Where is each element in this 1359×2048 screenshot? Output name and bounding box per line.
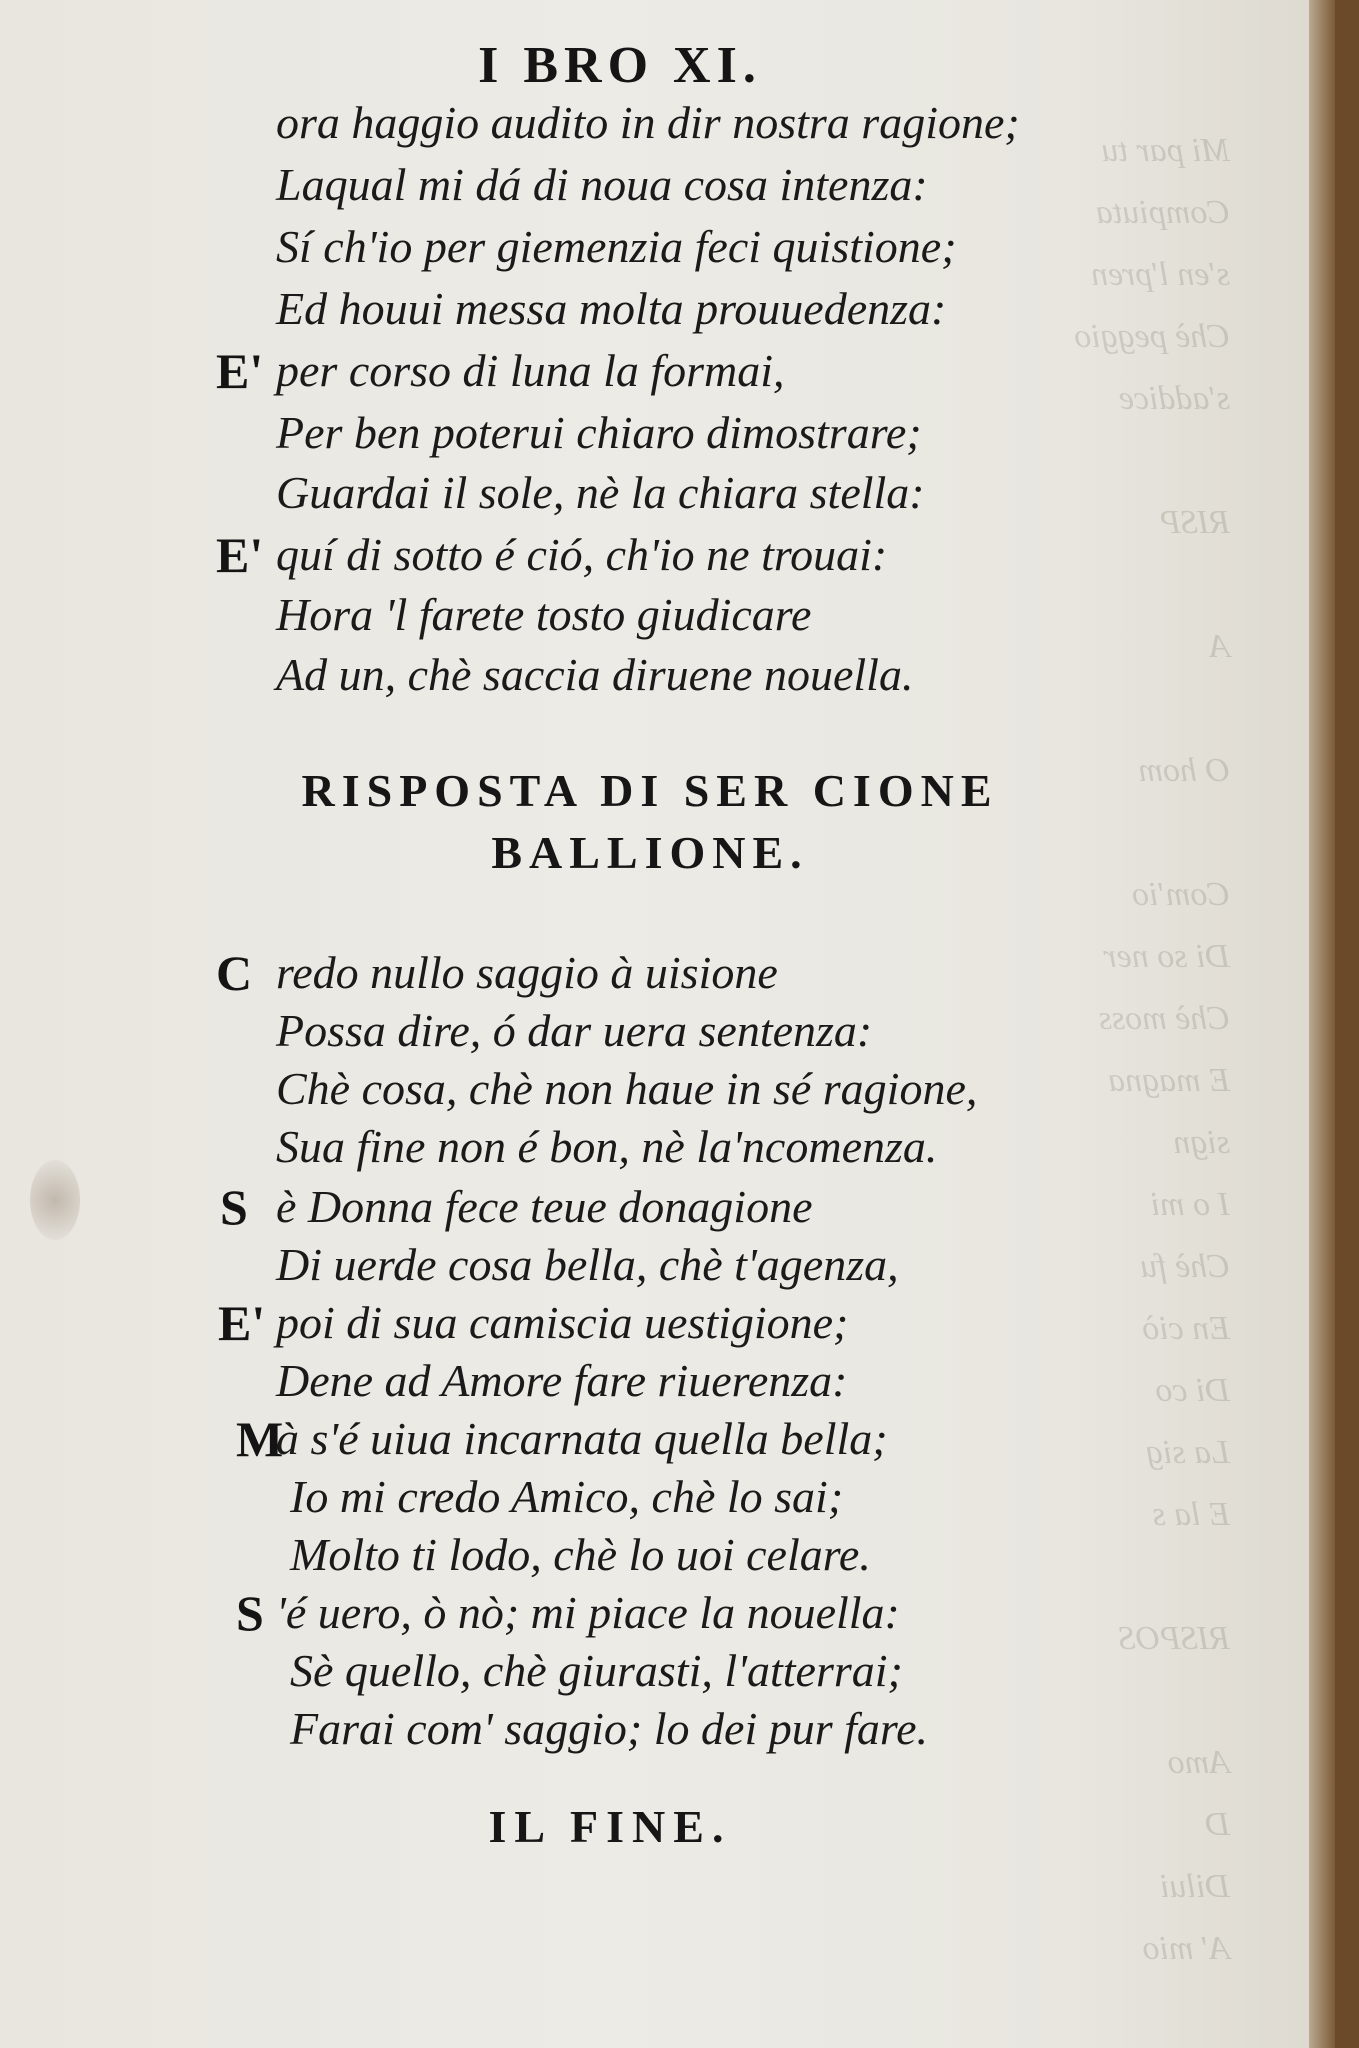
stanza-initial: E' — [216, 527, 264, 583]
poem-line: Hora 'l farete tosto giudicare — [276, 589, 812, 640]
paper-stain — [30, 1160, 80, 1240]
poem-line: Sí ch'io per giemenzia feci quistione; — [276, 221, 957, 272]
reply-line: Molto ti lodo, chè lo uoi celare. — [290, 1529, 871, 1580]
reply-line: Farai com' saggio; lo dei pur fare. — [290, 1703, 929, 1754]
show-through-text: Mi par tu Compiuta s'en l'pren Chè peggio s'addice RISP A O hom Com'io Di so ner Chè moss E magna sign I o mi Chè fu En ciò Di co La sig E la s RISPOS Amo D Dilui A' mio — [1074, 132, 1230, 1967]
stanza-initial: E' — [216, 343, 264, 399]
reply-line: Di uerde cosa bella, chè t'agenza, — [276, 1239, 899, 1290]
reply-line: S è Donna fece teue donagione — [220, 1179, 813, 1235]
reply-line: Io mi credo Amico, chè lo sai; — [290, 1471, 844, 1522]
reply-title-continued: BALLIONE. — [491, 827, 809, 878]
page-edge — [1309, 0, 1335, 2048]
reply-line: S 'é uero, ò nò; mi piace la nouella: — [236, 1585, 900, 1641]
poem-line: E' per corso di luna la formai, — [216, 343, 785, 399]
reply-line: Sua fine non é bon, nè la'ncomenza. — [276, 1121, 938, 1172]
running-header: I BRO XI. — [478, 37, 762, 94]
poem-line: ora haggio audito in dir nostra ragione; — [276, 97, 1020, 148]
stanza-initial: E' — [218, 1295, 266, 1351]
reply-line: Chè cosa, chè non haue in sé ragione, — [276, 1063, 978, 1114]
stanza-initial: C — [216, 945, 253, 1001]
reply-line: M à s'é uiua incarnata quella bella; — [236, 1411, 888, 1467]
poem-line: Laqual mi dá di noua cosa intenza: — [276, 159, 928, 210]
reply-line: E' poi di sua camiscia uestigione; — [218, 1295, 849, 1351]
poem-line: Ed houui messa molta prouuedenza: — [276, 283, 947, 334]
poem-line: Ad un, chè saccia diruene nouella. — [276, 649, 914, 700]
reply-line: Possa dire, ó dar uera sentenza: — [276, 1005, 873, 1056]
reply-line: Sè quello, chè giurasti, l'atterrai; — [290, 1645, 903, 1696]
stanza-initial: M — [236, 1411, 284, 1467]
reply-line: C redo nullo saggio à uisione — [216, 945, 778, 1001]
stanza-initial: S — [220, 1179, 248, 1235]
end-mark: IL FINE. — [488, 1801, 732, 1852]
poem-line: Per ben poterui chiaro dimostrare; — [276, 407, 922, 458]
stanza-initial: S — [236, 1585, 264, 1641]
reply-title: RISPOSTA DI SER CIONE — [301, 765, 999, 816]
poem-line: Guardai il sole, nè la chiara stella: — [276, 467, 925, 518]
reply-line: Dene ad Amore fare riuerenza: — [276, 1355, 848, 1406]
poem-line: E' quí di sotto é ció, ch'io ne trouai: — [216, 527, 888, 583]
